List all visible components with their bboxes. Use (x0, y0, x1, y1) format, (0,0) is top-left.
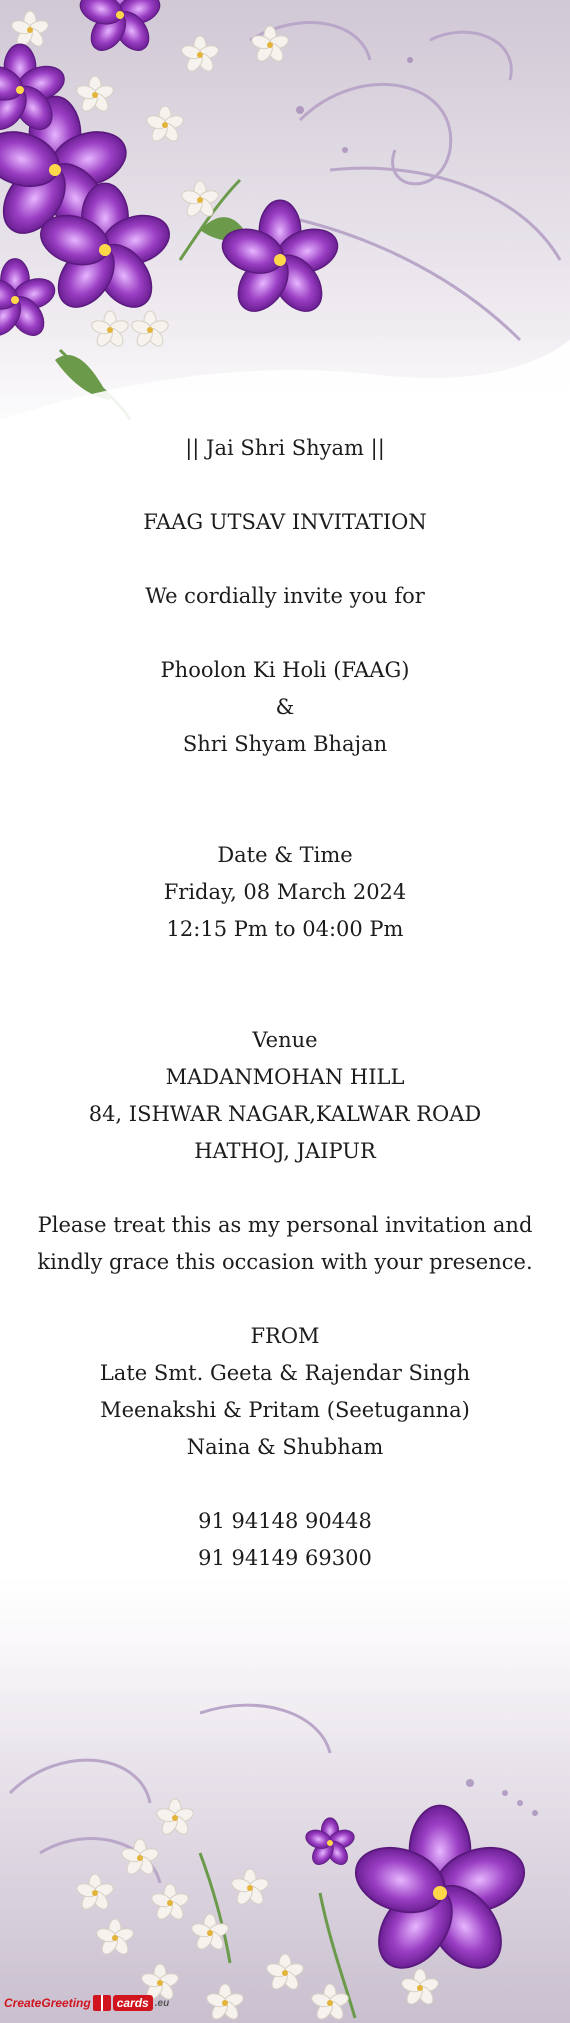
gift-icon (93, 1995, 111, 2011)
phone-number-1: 91 94148 90448 (198, 1509, 372, 1533)
from-heading: FROM (250, 1324, 320, 1348)
ampersand: & (275, 695, 295, 719)
event-date: Friday, 08 March 2024 (163, 880, 407, 904)
brand-logo[interactable] (4, 1989, 169, 2017)
event-name-2: Shri Shyam Bhajan (182, 732, 388, 756)
invitation-title: FAAG UTSAV INVITATION (143, 510, 427, 534)
top-floral-decoration (0, 0, 570, 460)
personal-message-line-1: Please treat this as my personal invitation and (37, 1213, 533, 1237)
venue-heading: Venue (252, 1028, 318, 1052)
personal-message-line-2: kindly grace this occasion with your presence. (37, 1250, 533, 1274)
venue-address-line-2: HATHOJ, JAIPUR (194, 1139, 376, 1163)
invitation-text (0, 430, 570, 1577)
venue-name: MADANMOHAN HILL (165, 1065, 405, 1089)
host-line-1: Late Smt. Geeta & Rajendar Singh (99, 1361, 471, 1385)
host-line-3: Naina & Shubham (186, 1435, 384, 1459)
logo-text-domain: .eu (154, 1997, 170, 2009)
venue-address-line-1: 84, ISHWAR NAGAR,KALWAR ROAD (88, 1102, 482, 1126)
phone-number-2: 91 94149 69300 (198, 1546, 372, 1570)
bottom-floral-decoration (0, 1593, 570, 2023)
host-line-2: Meenakshi & Pritam (Seetuganna) (100, 1398, 470, 1422)
greeting: || Jai Shri Shyam || (185, 436, 385, 460)
logo-text-cards: cards (113, 1995, 153, 2011)
event-time: 12:15 Pm to 04:00 Pm (166, 917, 404, 941)
event-name-1: Phoolon Ki Holi (FAAG) (160, 658, 410, 682)
datetime-heading: Date & Time (217, 843, 353, 867)
logo-text-create-greeting: CreateGreeting (4, 1996, 91, 2010)
invite-line: We cordially invite you for (145, 584, 425, 608)
